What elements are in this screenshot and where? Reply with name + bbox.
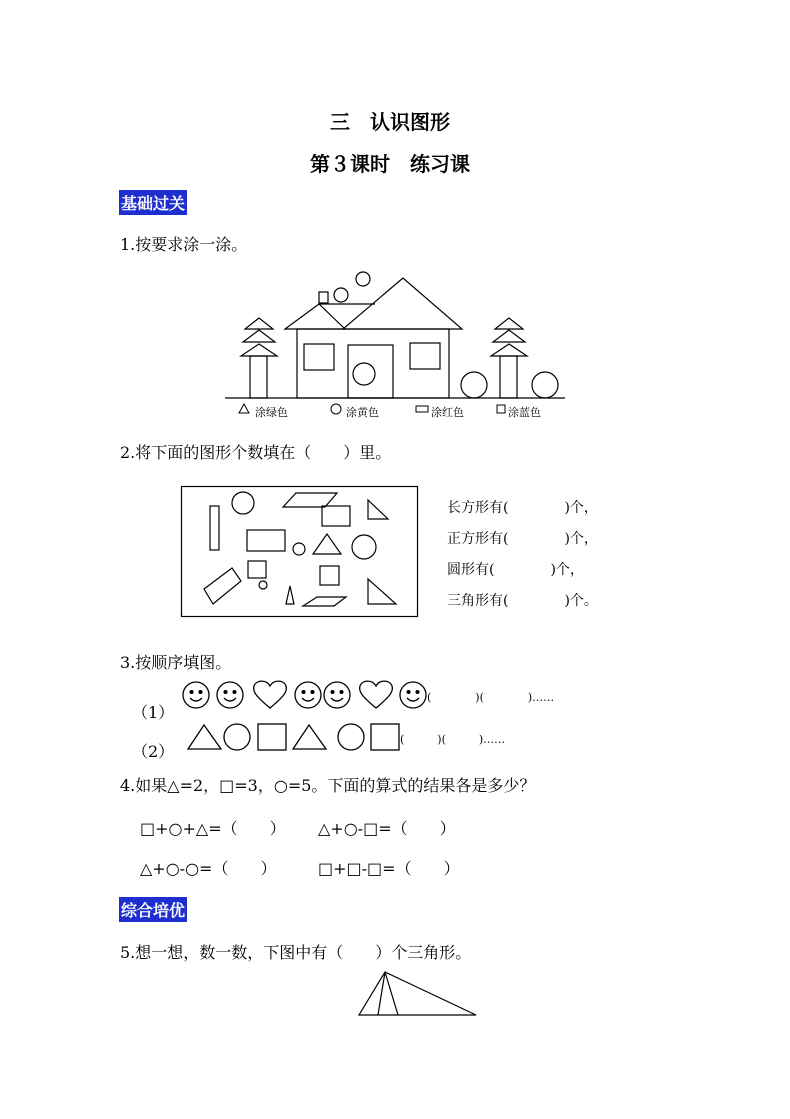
shapes-box-figure: [181, 486, 419, 618]
sequence-2-figure: [186, 722, 402, 752]
triangle-count-figure: [358, 970, 478, 1018]
smiley-face-icon: [183, 682, 209, 708]
rectangle-shape: [210, 506, 219, 550]
house-scene-figure: [225, 268, 565, 418]
section-badge-basic: 基础过关: [119, 190, 187, 215]
question-1-prompt: 1.按要求涂一涂。: [120, 235, 248, 254]
triangle-icon: [239, 404, 249, 413]
smiley-face-icon: [217, 682, 243, 708]
square-shape: [248, 561, 266, 578]
tree-triangle: [495, 318, 523, 329]
triangle-shape: [286, 586, 294, 604]
circle-icon: [331, 404, 341, 414]
smiley-face-icon: [324, 682, 350, 708]
tree-triangle: [241, 344, 277, 356]
square-icon: [258, 724, 286, 750]
tree-triangle: [245, 318, 273, 329]
equation-2[interactable]: △+○-□=（ ）: [318, 819, 456, 838]
legend-blue-label: 涂蓝色: [508, 406, 541, 419]
triangle-count-answer[interactable]: 三角形有( )个。: [447, 593, 598, 609]
ball-circle: [461, 372, 487, 398]
tree-trunk-rectangle: [250, 356, 267, 398]
smoke-circle: [356, 272, 370, 286]
question-3-prompt: 3.按顺序填图。: [120, 653, 232, 672]
legend-red-label: 涂红色: [431, 406, 464, 419]
square-icon: [497, 405, 505, 413]
door-circle: [353, 363, 375, 385]
rectangle-shape: [322, 506, 350, 526]
sequence-2-blanks[interactable]: ( )( )……: [400, 733, 506, 746]
triangle-shape: [368, 579, 396, 604]
rectangle-shape-tilted: [204, 568, 241, 604]
sequence-1-blanks[interactable]: ( )( )……: [427, 691, 555, 704]
question-5-prompt: 5.想一想，数一数，下图中有（ ）个三角形。: [120, 943, 472, 962]
chimney-square: [319, 292, 328, 303]
question-4-prompt: 4.如果△=2，□=3，○=5。下面的算式的结果各是多少？: [120, 776, 536, 795]
triangle-shape: [368, 500, 388, 519]
circle-shape: [232, 492, 254, 514]
equation-4[interactable]: □+□-□=（ ）: [318, 859, 460, 878]
equation-1[interactable]: □+○+△=（ ）: [140, 819, 286, 838]
ball-circle: [532, 372, 558, 398]
square-icon: [371, 724, 399, 750]
question-2-prompt: 2.将下面的图形个数填在（ ）里。: [120, 443, 392, 462]
parallelogram-shape: [303, 597, 346, 606]
chapter-title: 三 认识图形: [330, 110, 450, 134]
parallelogram-shape: [283, 493, 337, 507]
heart-icon: [360, 681, 393, 708]
circle-count-answer[interactable]: 圆形有( )个，: [447, 562, 584, 578]
legend-yellow-label: 涂黄色: [346, 406, 379, 419]
sequence-1-figure: [182, 680, 432, 712]
tree-trunk-rectangle: [500, 356, 517, 398]
square-shape: [320, 566, 339, 585]
triangle-icon: [293, 725, 326, 749]
rectangle-count-answer[interactable]: 长方形有( )个，: [447, 500, 598, 516]
section-badge-advanced: 综合培优: [119, 897, 187, 922]
legend-green-label: 涂绿色: [255, 406, 288, 419]
circle-icon: [224, 724, 250, 750]
tree-triangle: [243, 330, 275, 342]
door-rectangle: [348, 345, 393, 398]
smiley-face-icon: [400, 682, 426, 708]
window-square: [304, 344, 334, 370]
smoke-circle: [334, 288, 348, 302]
house-rectangle: [297, 329, 449, 398]
tree-triangle: [493, 330, 525, 342]
triangle-shape: [313, 534, 341, 554]
rectangle-icon: [416, 406, 428, 412]
roof-triangle-small: [285, 304, 345, 329]
circle-shape: [259, 581, 267, 589]
sequence-2-label: （2）: [132, 742, 175, 761]
large-triangle: [359, 972, 476, 1015]
heart-icon: [254, 681, 287, 708]
lesson-title: 第３课时 练习课: [310, 152, 470, 176]
window-square: [410, 343, 440, 369]
equation-3[interactable]: △+○-○=（ ）: [140, 859, 277, 878]
sequence-1-label: （1）: [132, 703, 175, 722]
circle-shape: [293, 543, 305, 555]
rectangle-shape: [247, 530, 285, 551]
tree-triangle: [491, 344, 527, 356]
circle-shape: [352, 535, 376, 559]
triangle-icon: [188, 725, 221, 749]
square-count-answer[interactable]: 正方形有( )个，: [447, 531, 598, 547]
circle-icon: [338, 724, 364, 750]
smiley-face-icon: [295, 682, 321, 708]
